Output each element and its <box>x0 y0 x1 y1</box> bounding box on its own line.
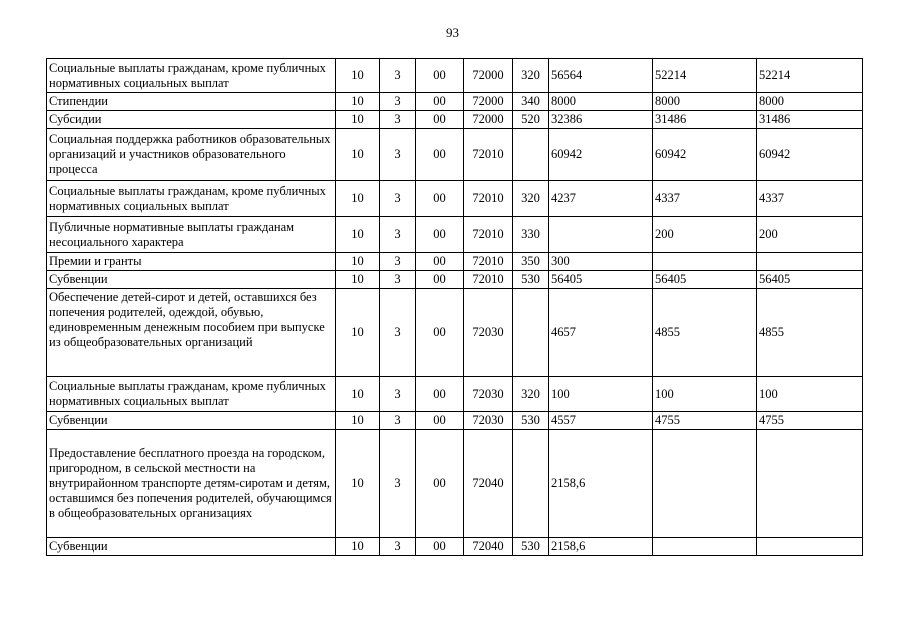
expense-type-cell: 530 <box>513 538 549 556</box>
target-code-cell: 72010 <box>464 181 513 217</box>
target-code-cell: 72000 <box>464 111 513 129</box>
amount-year1-cell: 56564 <box>549 59 653 93</box>
section-cell: 10 <box>336 181 380 217</box>
expense-type-cell: 320 <box>513 59 549 93</box>
subsection-cell: 3 <box>380 59 416 93</box>
table-row <box>47 59 863 93</box>
amount-year2-cell <box>653 538 757 556</box>
article-cell: 00 <box>416 430 464 538</box>
amount-year2-cell: 60942 <box>653 129 757 181</box>
amount-year1-cell: 32386 <box>549 111 653 129</box>
amount-year2-cell: 4337 <box>653 181 757 217</box>
amount-year3-cell: 56405 <box>757 271 863 289</box>
amount-year2-cell: 100 <box>653 377 757 412</box>
amount-year3-cell <box>757 538 863 556</box>
amount-year1-cell: 4557 <box>549 412 653 430</box>
table-row <box>47 377 863 412</box>
table-row <box>47 111 863 129</box>
target-code-cell: 72030 <box>464 412 513 430</box>
amount-year2-cell: 200 <box>653 217 757 253</box>
row-name-cell: Субсидии <box>47 111 336 129</box>
row-name-cell: Субвенции <box>47 412 336 430</box>
subsection-cell: 3 <box>380 412 416 430</box>
section-cell: 10 <box>336 93 380 111</box>
expense-type-cell: 350 <box>513 253 549 271</box>
target-code-cell: 72010 <box>464 129 513 181</box>
amount-year3-cell: 100 <box>757 377 863 412</box>
expense-type-cell: 530 <box>513 412 549 430</box>
target-code-cell: 72030 <box>464 289 513 377</box>
amount-year2-cell: 4855 <box>653 289 757 377</box>
amount-year3-cell: 52214 <box>757 59 863 93</box>
section-cell: 10 <box>336 217 380 253</box>
row-name-cell: Социальные выплаты гражданам, кроме публичных нормативных социальных выплат <box>47 377 336 412</box>
amount-year1-cell: 2158,6 <box>549 430 653 538</box>
subsection-cell: 3 <box>380 129 416 181</box>
expense-type-cell: 320 <box>513 181 549 217</box>
article-cell: 00 <box>416 377 464 412</box>
article-cell: 00 <box>416 181 464 217</box>
amount-year3-cell: 200 <box>757 217 863 253</box>
amount-year3-cell: 4337 <box>757 181 863 217</box>
section-cell: 10 <box>336 111 380 129</box>
section-cell: 10 <box>336 271 380 289</box>
section-cell: 10 <box>336 253 380 271</box>
article-cell: 00 <box>416 93 464 111</box>
page-number: 93 <box>446 25 459 40</box>
amount-year3-cell: 60942 <box>757 129 863 181</box>
row-name-cell: Социальные выплаты гражданам, кроме публичных нормативных социальных выплат <box>47 59 336 93</box>
article-cell: 00 <box>416 538 464 556</box>
row-name-cell: Субвенции <box>47 538 336 556</box>
target-code-cell: 72010 <box>464 217 513 253</box>
row-name-cell: Обеспечение детей-сирот и детей, оставшихся без попечения родителей, одеждой, обувью, единовременным денежным пособием при выпуске из общеобразовательных организаций <box>47 289 336 377</box>
subsection-cell: 3 <box>380 93 416 111</box>
table-row <box>47 430 863 538</box>
row-name-cell: Премии и гранты <box>47 253 336 271</box>
expense-type-cell: 340 <box>513 93 549 111</box>
amount-year1-cell <box>549 217 653 253</box>
amount-year3-cell: 4755 <box>757 412 863 430</box>
subsection-cell: 3 <box>380 430 416 538</box>
article-cell: 00 <box>416 253 464 271</box>
subsection-cell: 3 <box>380 271 416 289</box>
expense-type-cell <box>513 430 549 538</box>
amount-year1-cell: 8000 <box>549 93 653 111</box>
target-code-cell: 72040 <box>464 538 513 556</box>
table-row <box>47 289 863 377</box>
table-row <box>47 217 863 253</box>
subsection-cell: 3 <box>380 289 416 377</box>
table-row <box>47 181 863 217</box>
amount-year1-cell: 4237 <box>549 181 653 217</box>
subsection-cell: 3 <box>380 111 416 129</box>
table-row <box>47 129 863 181</box>
amount-year3-cell <box>757 430 863 538</box>
expense-type-cell: 520 <box>513 111 549 129</box>
section-cell: 10 <box>336 412 380 430</box>
amount-year2-cell: 56405 <box>653 271 757 289</box>
amount-year2-cell <box>653 253 757 271</box>
target-code-cell: 72000 <box>464 93 513 111</box>
amount-year2-cell: 8000 <box>653 93 757 111</box>
article-cell: 00 <box>416 129 464 181</box>
target-code-cell: 72010 <box>464 271 513 289</box>
amount-year1-cell: 4657 <box>549 289 653 377</box>
amount-year1-cell: 56405 <box>549 271 653 289</box>
amount-year1-cell: 100 <box>549 377 653 412</box>
article-cell: 00 <box>416 217 464 253</box>
section-cell: 10 <box>336 377 380 412</box>
budget-table <box>46 58 863 556</box>
subsection-cell: 3 <box>380 377 416 412</box>
subsection-cell: 3 <box>380 217 416 253</box>
row-name-cell: Публичные нормативные выплаты гражданам несоциального характера <box>47 217 336 253</box>
amount-year3-cell: 31486 <box>757 111 863 129</box>
section-cell: 10 <box>336 59 380 93</box>
table-row <box>47 538 863 556</box>
subsection-cell: 3 <box>380 253 416 271</box>
section-cell: 10 <box>336 538 380 556</box>
expense-type-cell: 530 <box>513 271 549 289</box>
amount-year1-cell: 2158,6 <box>549 538 653 556</box>
row-name-cell: Социальные выплаты гражданам, кроме публичных нормативных социальных выплат <box>47 181 336 217</box>
amount-year2-cell <box>653 430 757 538</box>
amount-year2-cell: 52214 <box>653 59 757 93</box>
target-code-cell: 72000 <box>464 59 513 93</box>
row-name-cell: Социальная поддержка работников образовательных организаций и участников образовательного процесса <box>47 129 336 181</box>
row-name-cell: Субвенции <box>47 271 336 289</box>
amount-year3-cell: 4855 <box>757 289 863 377</box>
section-cell: 10 <box>336 430 380 538</box>
article-cell: 00 <box>416 289 464 377</box>
row-name-cell: Предоставление бесплатного проезда на городском, пригородном, в сельской местности на внутрирайонном транспорте детям-сиротам и детям, оставшимся без попечения родителей, обучающимся в общеобразовательных организациях <box>47 430 336 538</box>
table-row <box>47 412 863 430</box>
amount-year1-cell: 60942 <box>549 129 653 181</box>
table-row <box>47 93 863 111</box>
target-code-cell: 72030 <box>464 377 513 412</box>
section-cell: 10 <box>336 129 380 181</box>
table-row <box>47 271 863 289</box>
amount-year2-cell: 4755 <box>653 412 757 430</box>
amount-year1-cell: 300 <box>549 253 653 271</box>
section-cell: 10 <box>336 289 380 377</box>
target-code-cell: 72010 <box>464 253 513 271</box>
target-code-cell: 72040 <box>464 430 513 538</box>
expense-type-cell <box>513 129 549 181</box>
expense-type-cell <box>513 289 549 377</box>
row-name-cell: Стипендии <box>47 93 336 111</box>
amount-year3-cell <box>757 253 863 271</box>
article-cell: 00 <box>416 59 464 93</box>
expense-type-cell: 330 <box>513 217 549 253</box>
article-cell: 00 <box>416 412 464 430</box>
subsection-cell: 3 <box>380 538 416 556</box>
subsection-cell: 3 <box>380 181 416 217</box>
article-cell: 00 <box>416 111 464 129</box>
amount-year2-cell: 31486 <box>653 111 757 129</box>
expense-type-cell: 320 <box>513 377 549 412</box>
article-cell: 00 <box>416 271 464 289</box>
amount-year3-cell: 8000 <box>757 93 863 111</box>
table-row <box>47 253 863 271</box>
